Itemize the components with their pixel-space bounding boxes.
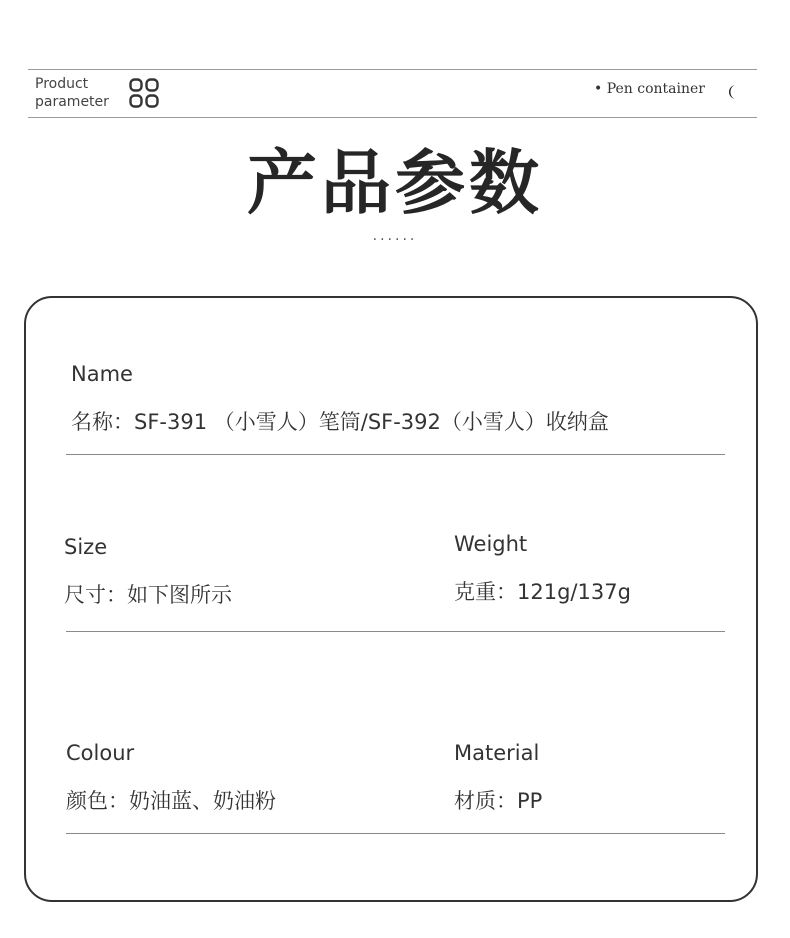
header-top-divider — [28, 69, 757, 70]
header-bottom-divider — [28, 117, 757, 118]
header-label-line1: Product — [35, 76, 89, 92]
page-title: 产品参数 — [247, 142, 543, 224]
name-label: Name — [71, 362, 133, 386]
material-value: 材质：PP — [454, 789, 543, 813]
title-dots-divider: ······ — [372, 232, 418, 248]
size-label: Size — [64, 535, 108, 559]
name-value: 名称：SF-391 （小雪人）笔筒/SF-392（小雪人）收纳盒 — [71, 410, 609, 434]
weight-label: Weight — [454, 532, 528, 556]
name-divider — [66, 454, 725, 455]
weight-value: 克重：121g/137g — [454, 580, 631, 604]
size-weight-divider — [66, 631, 725, 632]
section-label: • Pen container — [594, 81, 705, 97]
header-label-line2: parameter — [35, 94, 109, 110]
colour-label: Colour — [66, 741, 135, 765]
grid-icon — [129, 78, 159, 108]
moon-icon — [726, 84, 740, 100]
colour-material-divider — [66, 833, 725, 834]
material-label: Material — [454, 741, 540, 765]
size-value: 尺寸：如下图所示 — [64, 583, 232, 607]
colour-value: 颜色：奶油蓝、奶油粉 — [66, 789, 276, 813]
header-label — [35, 75, 125, 111]
